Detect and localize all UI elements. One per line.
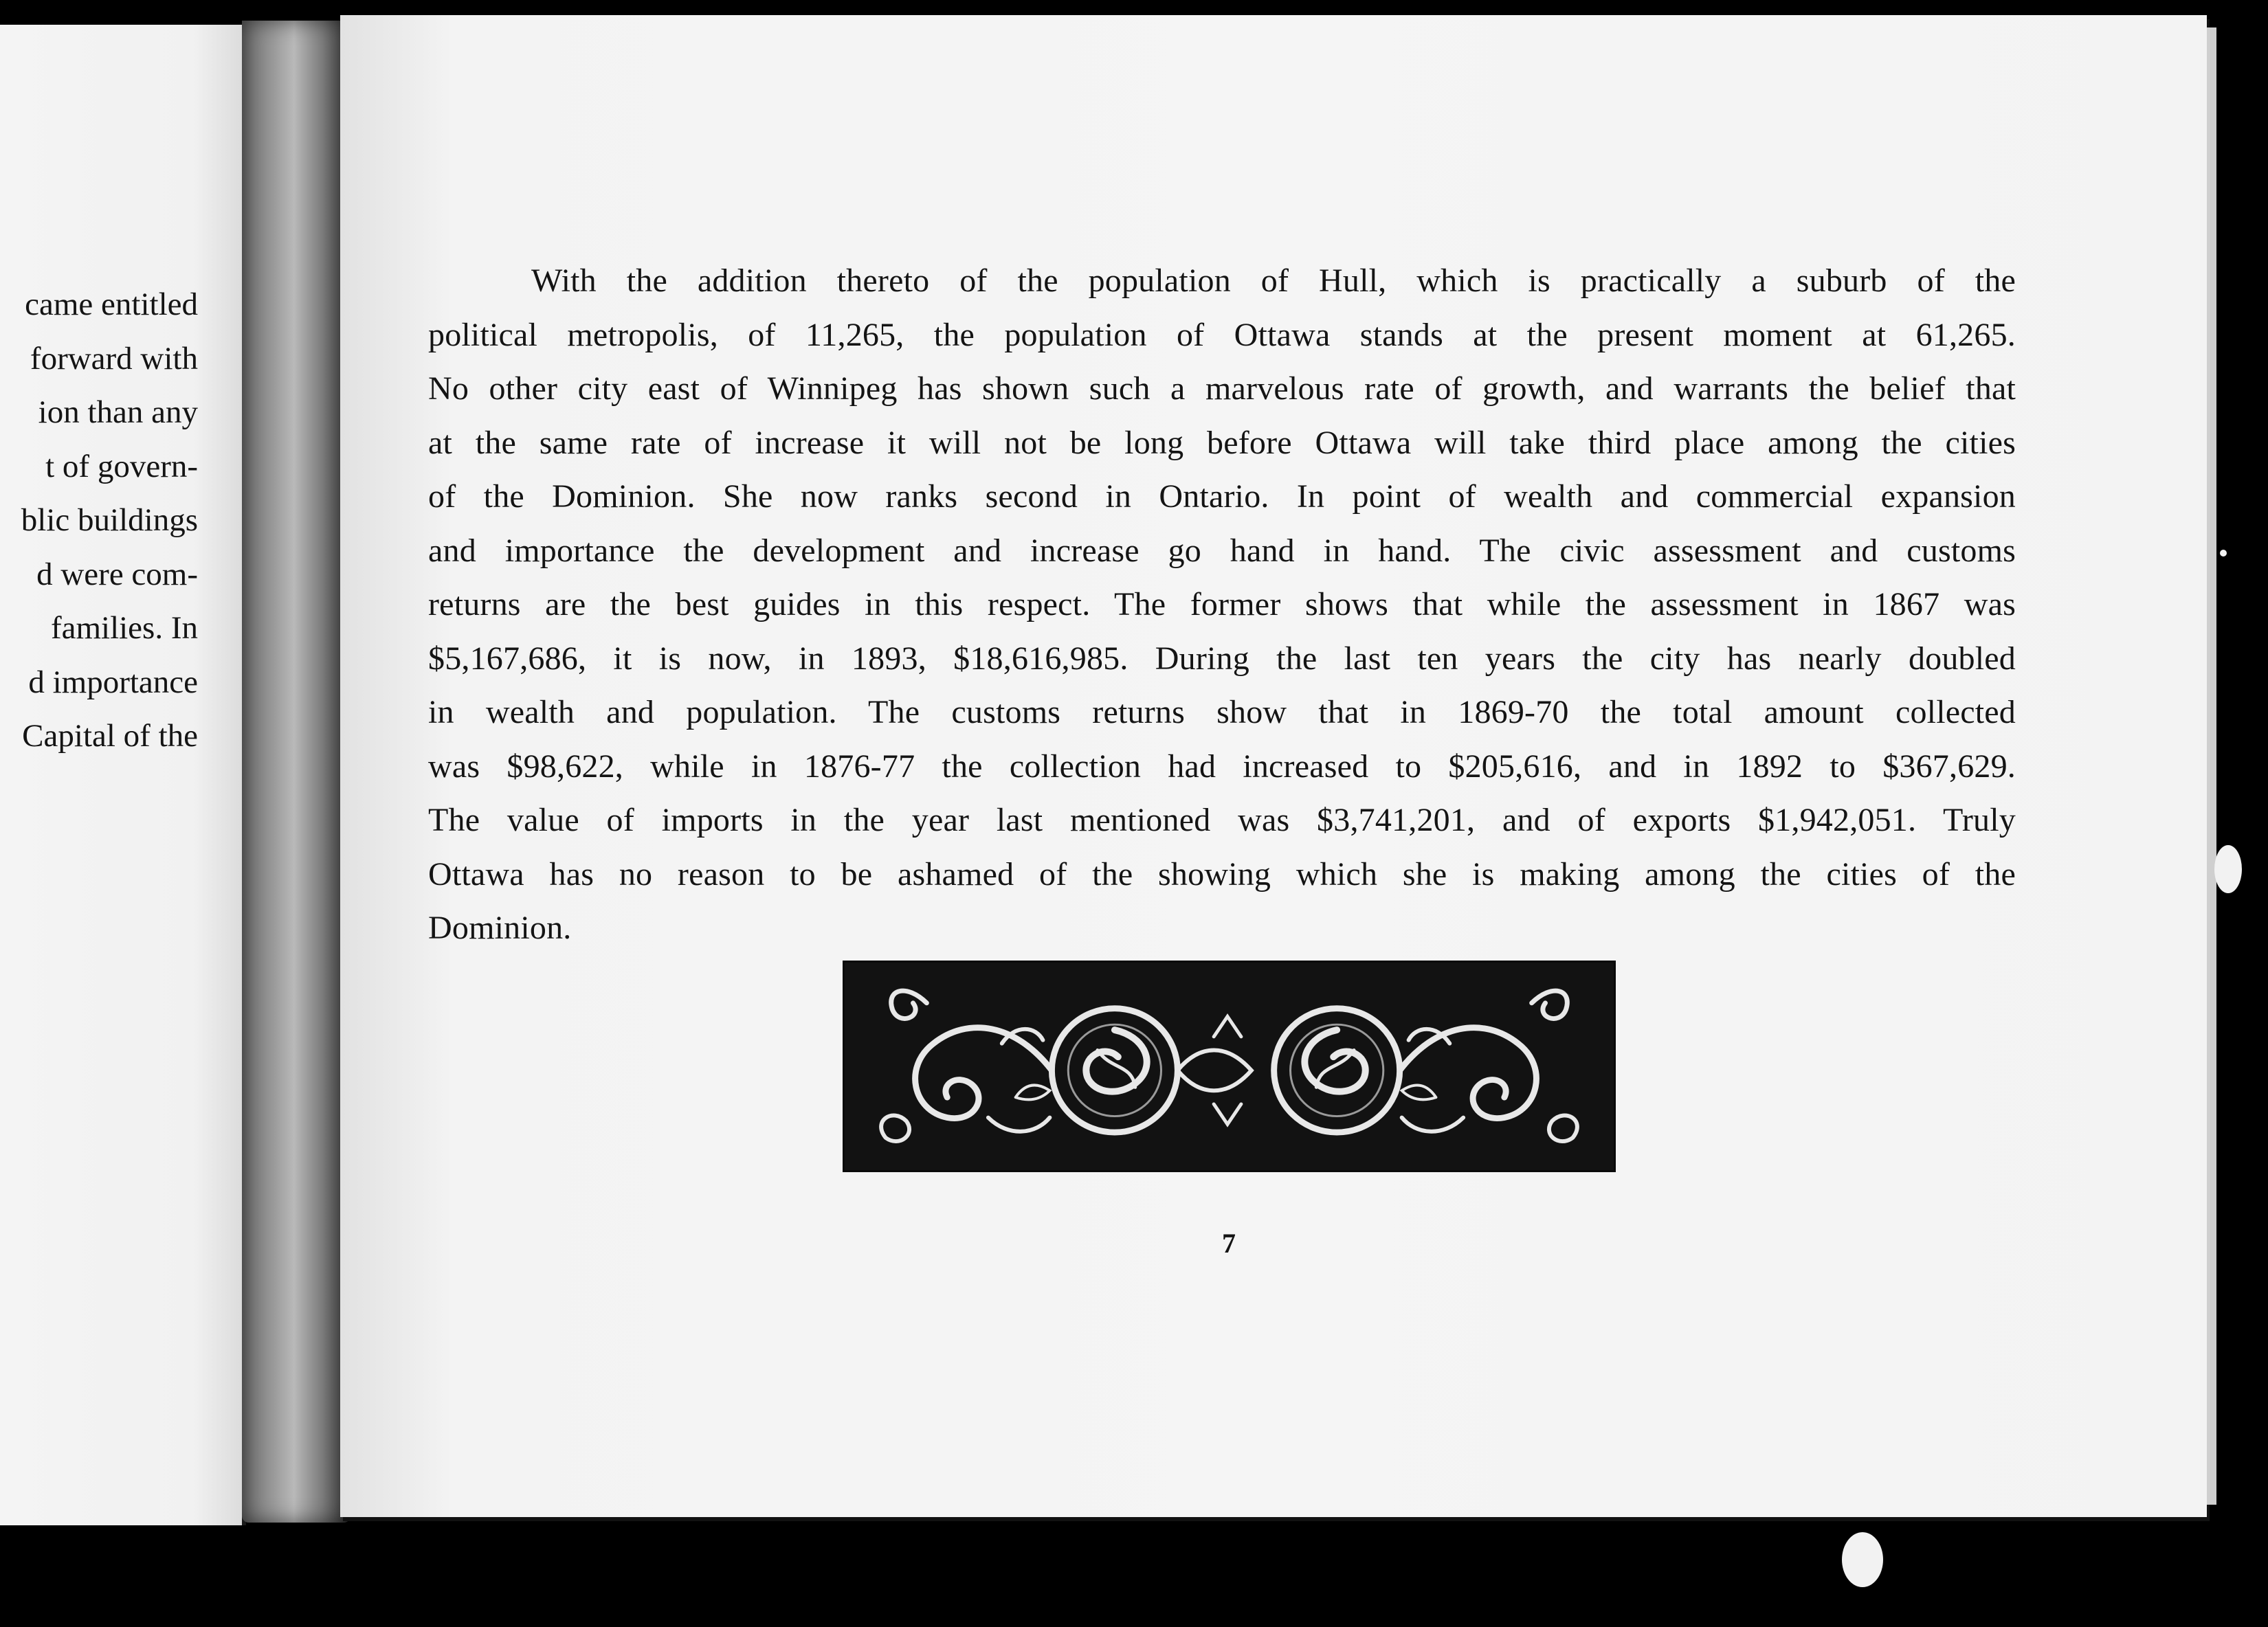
paragraph-line: of the Dominion. She now ranks second in Ontario. In point of wealth and commercial expansion	[428, 478, 2016, 515]
left-line: ion than any	[38, 394, 198, 430]
paragraph-line: Dominion.	[428, 910, 572, 946]
scan-debris	[2214, 845, 2242, 893]
page-number: 7	[1222, 1228, 1236, 1259]
paragraph-line: was $98,622, while in 1876-77 the collection had increased to $205,616, and in 1892 to $367,629.	[428, 748, 2016, 785]
body-paragraph	[428, 254, 2016, 956]
scan-debris	[1842, 1532, 1883, 1587]
left-line: came entitled	[25, 287, 198, 322]
paragraph-line: at the same rate of increase it will not be long before Ottawa will take third place among the cities	[428, 424, 2016, 461]
left-page-text	[21, 278, 198, 763]
left-line: blic buildings	[21, 502, 198, 538]
scroll-ornament-icon	[843, 961, 1616, 1172]
paragraph-line: No other city east of Winnipeg has shown such a marvelous rate of growth, and warrants the belief that	[428, 370, 2016, 407]
ornament-drawing	[845, 963, 1614, 1170]
page-edge	[2207, 27, 2216, 1505]
left-line: Capital of the	[22, 718, 198, 754]
paragraph-line: The value of imports in the year last mentioned was $3,741,201, and of exports $1,942,051. Truly	[428, 802, 2016, 838]
paragraph-line: With the addition thereto of the population of Hull, which is practically a suburb of the	[531, 262, 2016, 299]
book-gutter	[242, 21, 351, 1523]
left-line: d were com-	[36, 556, 198, 592]
paragraph-line: Ottawa has no reason to be ashamed of the showing which she is making among the cities of the	[428, 855, 2016, 893]
left-line: d importance	[28, 664, 198, 700]
scan-debris	[2220, 550, 2227, 557]
paragraph-line: in wealth and population. The customs returns show that in 1869-70 the total amount collected	[428, 694, 2016, 730]
left-page	[0, 25, 246, 1525]
paragraph-line: $5,167,686, it is now, in 1893, $18,616,985. During the last ten years the city has nearly doubled	[428, 640, 2016, 677]
left-line: families. In	[50, 610, 198, 646]
paragraph-line: and importance the development and increase go hand in hand. The civic assessment and customs	[428, 532, 2016, 569]
paragraph-line: political metropolis, of 11,265, the population of Ottawa stands at the present moment at 61,265.	[428, 316, 2016, 353]
paragraph-line: returns are the best guides in this respect. The former shows that while the assessment in 1867 was	[428, 586, 2016, 622]
left-line: forward with	[30, 340, 198, 377]
left-line: t of govern-	[45, 448, 198, 484]
